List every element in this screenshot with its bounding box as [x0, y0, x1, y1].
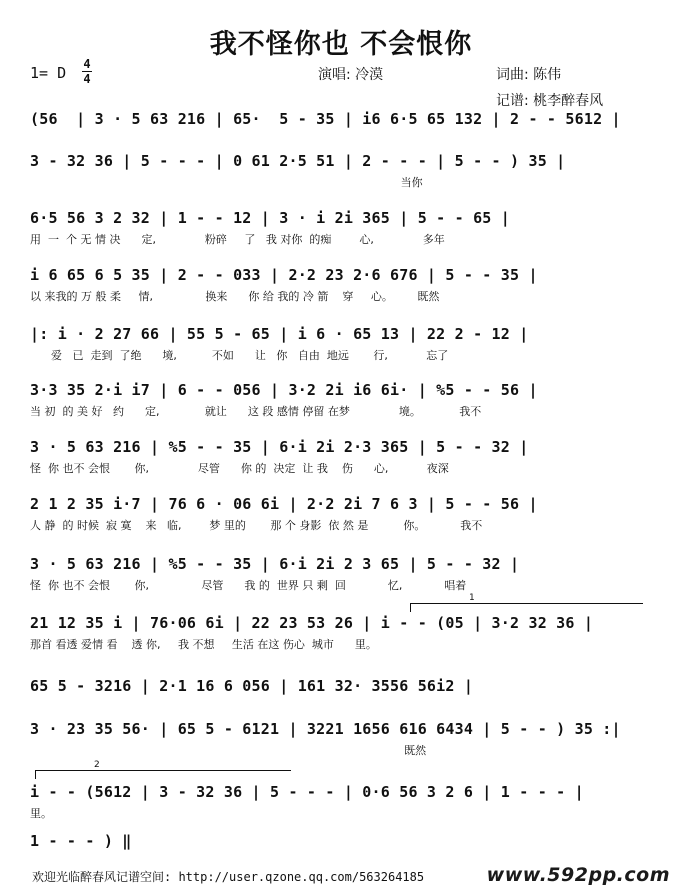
key-signature: 1= D: [30, 64, 67, 82]
brand-watermark: www.592pp.com: [486, 864, 670, 886]
notes-line: i - - (5612 | 3 - 32 36 | 5 - - - | 0·6 56 3 2 6 | 1 - - - |: [30, 783, 584, 801]
volta-number: 2: [94, 760, 100, 770]
singer-credit: 演唱: 冷漠: [318, 67, 384, 83]
time-signature: [80, 58, 94, 85]
notes-line: |: i · 2 27 66 | 55 5 - 65 | i 6 · 65 13 | 22 2 - 12 |: [30, 325, 529, 343]
footer-text: 欢迎光临醉春风记谱空间: http://user.qzone.qq.com/563264185: [32, 870, 425, 884]
song-title: 我不怪你也 不会恨你: [209, 29, 473, 60]
lyrics-line: 爱 已 走到 了绝 境, 不如 让 你 自由 地远 行, 忘了: [30, 349, 449, 362]
composer-credit: 词曲: 陈伟: [496, 67, 562, 83]
volta-number: 1: [469, 593, 475, 603]
lyrics-line: 用 一 个 无 情 决 定, 粉碎 了 我 对你 的痴 心, 多年: [30, 233, 445, 246]
notes-line: 2 1 2 35 i·7 | 76 6 · 06 6i | 2·2 2i 7 6 3 | 5 - - 56 |: [30, 495, 538, 513]
notes-line: 21 12 35 i | 76·06 6i | 22 23 53 26 | i - - (05 | 3·2 32 36 |: [30, 614, 594, 632]
volta-bracket-1: [410, 593, 643, 612]
notes-line: 3 - 32 36 | 5 - - - | 0 61 2·5 51 | 2 - - - | 5 - - ) 35 |: [30, 152, 566, 170]
notes-line: 6·5 56 3 2 32 | 1 - - 12 | 3 · i 2i 365 | 5 - - 65 |: [30, 209, 510, 227]
lyrics-line: 人 静 的 时候 寂 寞 来 临, 梦 里的 那 个 身影 依 然 是 你。 我不: [30, 519, 483, 532]
lyrics-line: 既然: [30, 744, 427, 757]
lyrics-line: 当你: [30, 176, 423, 189]
lyrics-line: 当 初 的 美 好 约 定, 就让 这 段 感情 停留 在梦 境。 我不: [30, 405, 482, 418]
transcriber-credit: 记谱: 桃李醉春风: [496, 93, 604, 109]
lyrics-line: 里。: [30, 807, 52, 820]
notes-line: (56 | 3 · 5 63 216 | 65· 5 - 35 | i6 6·5 65 132 | 2 - - 5612 |: [30, 110, 621, 128]
notes-line: i 6 65 6 5 35 | 2 - - 033 | 2·2 23 2·6 676 | 5 - - 35 |: [30, 266, 538, 284]
notes-line: 3 · 5 63 216 | %5 - - 35 | 6·i 2i 2 3 65 | 5 - - 32 |: [30, 555, 520, 573]
notes-line: 3 · 23 35 56· | 65 5 - 6121 | 3221 1656 616 6434 | 5 - - ) 35 :|: [30, 720, 621, 738]
lyrics-line: 以 来我的 万 般 柔 情, 换来 你 给 我的 冷 箭 穿 心。 既然: [30, 290, 440, 303]
meter-top: 4: [83, 57, 91, 71]
lyrics-line: 怪 你 也不 会恨 你, 尽管 我 的 世界 只 剩 回 忆, 唱着: [30, 579, 467, 592]
notes-line: 3·3 35 2·i i7 | 6 - - 056 | 3·2 2i i6 6i· | %5 - - 56 |: [30, 381, 538, 399]
meter-bottom: 4: [83, 72, 91, 86]
notes-line: 1 - - - ) ‖: [30, 832, 132, 850]
lyrics-line: 那首 看透 爱情 看 透 你, 我 不想 生活 在这 伤心 城市 里。: [30, 638, 377, 651]
notes-line: 3 · 5 63 216 | %5 - - 35 | 6·i 2i 2·3 365 | 5 - - 32 |: [30, 438, 529, 456]
volta-bracket-2: [35, 760, 291, 779]
notes-line: 65 5 - 3216 | 2·1 16 6 056 | 161 32· 3556 56i2 |: [30, 677, 474, 695]
lyrics-line: 怪 你 也不 会恨 你, 尽管 你 的 决定 让 我 伤 心, 夜深: [30, 462, 449, 475]
